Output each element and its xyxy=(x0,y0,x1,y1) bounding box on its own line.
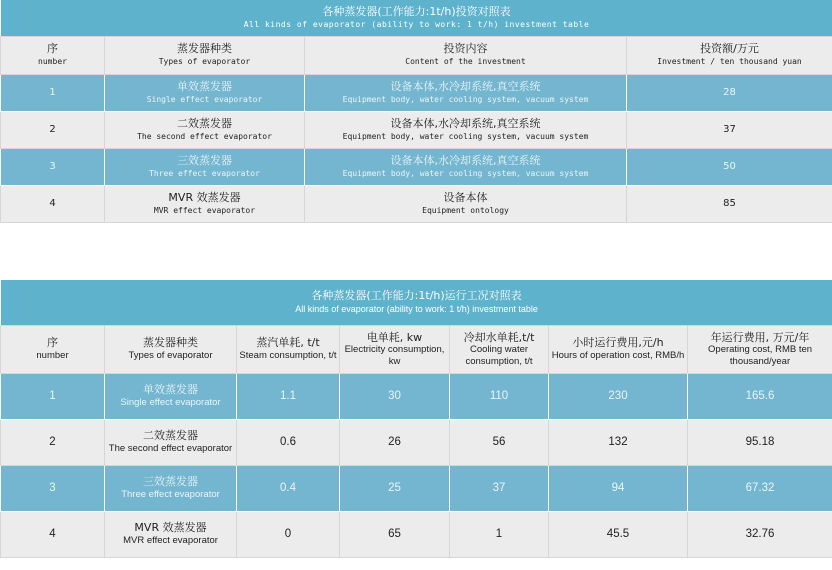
row-hourly-cost: 45.5 xyxy=(549,511,688,557)
table-row xyxy=(1,419,832,465)
row-type xyxy=(105,74,305,111)
type-en: The second effect evaporator xyxy=(137,131,272,141)
table-row xyxy=(1,185,832,222)
row-yearly-cost: 95.18 xyxy=(688,419,832,465)
row-type xyxy=(105,111,305,148)
investment-title-row xyxy=(1,0,832,36)
operation-title-row xyxy=(1,280,832,325)
row-type xyxy=(105,148,305,185)
type-cn: 单效蒸发器 xyxy=(143,383,198,397)
header-label-cn: 年运行费用, 万元/年 xyxy=(710,330,810,344)
header-label-cn: 序 xyxy=(47,336,58,350)
header-label-en: Investment / ten thousand yuan xyxy=(657,57,802,67)
type-en: Three effect evaporator xyxy=(149,168,260,178)
header-label-cn: 投资内容 xyxy=(443,42,488,56)
row-steam: 1.1 xyxy=(237,373,340,419)
row-number: 2 xyxy=(1,111,105,148)
row-type xyxy=(105,419,237,465)
header-electricity xyxy=(340,325,450,373)
row-cooling: 56 xyxy=(450,419,549,465)
table-row xyxy=(1,465,832,511)
header-label-en: Types of evaporator xyxy=(158,57,251,67)
header-label-en: Operating cost, RMB ten thousand/year xyxy=(708,344,813,367)
row-content xyxy=(305,111,627,148)
row-number: 3 xyxy=(1,148,105,185)
content-cn: 设备本体,水冷却系统,真空系统 xyxy=(390,153,541,167)
header-yearly-cost xyxy=(688,325,832,373)
investment-title xyxy=(1,0,832,36)
header-label-en: Electricity consumption, kw xyxy=(344,344,445,367)
header-label-cn: 电单耗, kw xyxy=(366,330,423,344)
row-type xyxy=(105,185,305,222)
row-number: 2 xyxy=(1,419,105,465)
row-electricity: 26 xyxy=(340,419,450,465)
header-label-cn: 冷却水单耗,t/t xyxy=(463,330,535,344)
type-en: Three effect evaporator xyxy=(121,488,220,500)
row-amount: 50 xyxy=(627,148,832,185)
header-label-en: Steam consumption, t/t xyxy=(239,350,337,362)
row-number: 3 xyxy=(1,465,105,511)
type-en: MVR effect evaporator xyxy=(123,534,218,546)
row-yearly-cost: 165.6 xyxy=(688,373,832,419)
type-en: MVR effect evaporator xyxy=(153,205,256,215)
row-steam: 0.6 xyxy=(237,419,340,465)
row-cooling: 110 xyxy=(450,373,549,419)
content-cn: 设备本体,水冷却系统,真空系统 xyxy=(390,79,541,93)
content-en: Equipment body, water cooling system, vacuum system xyxy=(342,131,589,141)
header-number xyxy=(1,36,105,74)
header-label-cn: 投资额/万元 xyxy=(700,42,759,56)
header-hourly-cost xyxy=(549,325,688,373)
row-yearly-cost: 32.76 xyxy=(688,511,832,557)
header-steam xyxy=(237,325,340,373)
content-cn: 设备本体 xyxy=(443,190,488,204)
row-steam: 0 xyxy=(237,511,340,557)
row-number: 4 xyxy=(1,511,105,557)
header-label-cn: 小时运行费用,元/h xyxy=(572,336,664,350)
header-content xyxy=(305,36,627,74)
type-en: Single effect evaporator xyxy=(146,94,263,104)
row-type xyxy=(105,465,237,511)
row-content xyxy=(305,74,627,111)
header-label-en: Content of the investment xyxy=(405,57,526,67)
header-cooling xyxy=(450,325,549,373)
row-steam: 0.4 xyxy=(237,465,340,511)
row-electricity: 65 xyxy=(340,511,450,557)
row-cooling: 37 xyxy=(450,465,549,511)
header-label-en: Hours of operation cost, RMB/h xyxy=(551,350,685,362)
content-en: Equipment body, water cooling system, vacuum system xyxy=(342,168,589,178)
row-amount: 37 xyxy=(627,111,832,148)
table-row xyxy=(1,74,832,111)
row-hourly-cost: 230 xyxy=(549,373,688,419)
type-cn: MVR 效蒸发器 xyxy=(168,190,241,204)
type-cn: 三效蒸发器 xyxy=(177,153,232,167)
row-number: 1 xyxy=(1,74,105,111)
table-row xyxy=(1,511,832,557)
investment-title-en: All kinds of evaporator (ability to work: 1 t/h) investment table xyxy=(243,19,590,29)
header-label-cn: 蒸发器种类 xyxy=(143,336,198,350)
row-content xyxy=(305,148,627,185)
investment-title-cn: 各种蒸发器(工作能力:1t/h)投资对照表 xyxy=(322,5,511,19)
header-label-cn: 蒸发器种类 xyxy=(177,42,232,56)
operation-title-en: All kinds of evaporator (ability to work: 1 t/h) investment table xyxy=(295,303,538,314)
type-en: The second effect evaporator xyxy=(108,442,233,454)
type-cn: MVR 效蒸发器 xyxy=(134,521,207,535)
header-label-en: number xyxy=(36,350,69,362)
header-type xyxy=(105,36,305,74)
row-hourly-cost: 94 xyxy=(549,465,688,511)
row-number: 1 xyxy=(1,373,105,419)
operation-title-cn: 各种蒸发器(工作能力:1t/h)运行工况对照表 xyxy=(311,289,522,303)
row-type xyxy=(105,373,237,419)
table-row xyxy=(1,373,832,419)
type-en: Single effect evaporator xyxy=(120,396,221,408)
operation-header-row xyxy=(1,325,832,373)
row-yearly-cost: 67.32 xyxy=(688,465,832,511)
type-cn: 三效蒸发器 xyxy=(143,475,198,489)
operation-table xyxy=(0,280,832,558)
operation-title xyxy=(1,280,832,325)
row-number: 4 xyxy=(1,185,105,222)
header-label-cn: 序 xyxy=(47,42,58,56)
row-amount: 28 xyxy=(627,74,832,111)
table-row xyxy=(1,148,832,185)
header-type xyxy=(105,325,237,373)
header-investment xyxy=(627,36,832,74)
header-label-en: number xyxy=(38,57,67,67)
header-label-cn: 蒸汽单耗, t/t xyxy=(256,336,320,350)
row-content xyxy=(305,185,627,222)
row-cooling: 1 xyxy=(450,511,549,557)
row-hourly-cost: 132 xyxy=(549,419,688,465)
content-cn: 设备本体,水冷却系统,真空系统 xyxy=(390,116,541,130)
type-cn: 二效蒸发器 xyxy=(177,116,232,130)
type-cn: 二效蒸发器 xyxy=(143,429,198,443)
header-number xyxy=(1,325,105,373)
investment-table xyxy=(0,0,832,223)
content-en: Equipment ontology xyxy=(422,205,509,215)
header-label-en: Cooling water consumption, t/t xyxy=(465,344,533,367)
row-amount: 85 xyxy=(627,185,832,222)
investment-header-row xyxy=(1,36,832,74)
header-label-en: Types of evaporator xyxy=(128,350,213,362)
row-electricity: 30 xyxy=(340,373,450,419)
content-en: Equipment body, water cooling system, vacuum system xyxy=(342,94,589,104)
row-electricity: 25 xyxy=(340,465,450,511)
type-cn: 单效蒸发器 xyxy=(177,79,232,93)
table-row xyxy=(1,111,832,148)
row-type xyxy=(105,511,237,557)
